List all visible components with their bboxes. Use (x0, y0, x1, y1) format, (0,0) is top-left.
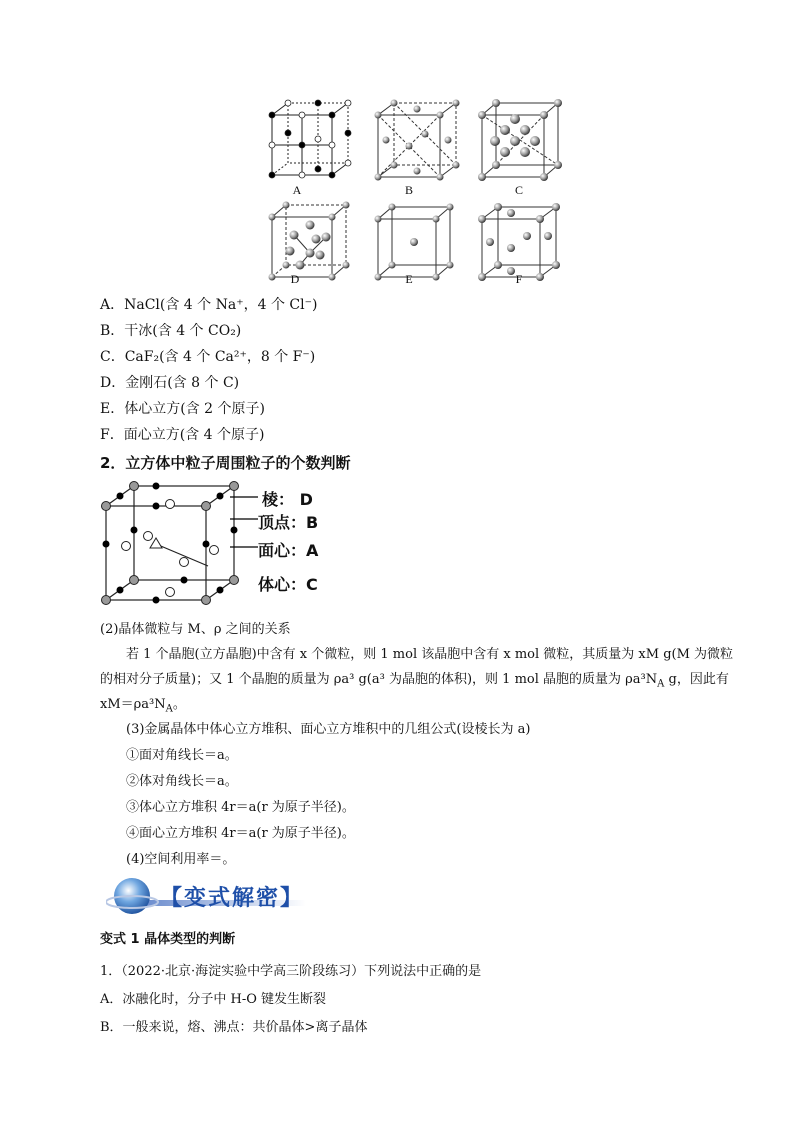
fcc-atoms (478, 203, 560, 281)
figure-label-a: A (292, 183, 302, 197)
para-2-line-1: 若 1 个晶胞(立方晶胞)中含有 x 个微粒，则 1 mol 该晶胞中含有 x mol 微粒，其质量为 xM g(M 为微粒 (126, 647, 734, 662)
figure-dry-ice (378, 103, 456, 177)
bcc-atoms (375, 204, 454, 281)
cube-pointer-lines (230, 485, 260, 585)
formula-4: ④面心立方堆积 4r＝a(r 为原子半径)。 (126, 826, 355, 841)
para-4: (4)空间利用率＝。 (126, 852, 236, 867)
para-2-line-3 (100, 695, 186, 720)
figure-label-b: B (404, 183, 413, 197)
formula-xm: xM＝ρa³N (100, 697, 166, 712)
cube-label-edge: 棱： D (262, 490, 313, 509)
para-2-line-2 (100, 670, 729, 695)
option-f: F．面心立方(含 4 个原子) (100, 427, 265, 443)
option-b: B．干冰(含 4 个 CO₂) (100, 323, 242, 339)
formula-end: 。 (172, 697, 186, 712)
formula-1: ①面对角线长＝a。 (126, 748, 238, 763)
formula-3: ③体心立方堆积 4r＝a(r 为原子半径)。 (126, 800, 355, 815)
banner-title: 【变式解密】 (160, 886, 305, 911)
para-2-title: (2)晶体微粒与 M、ρ 之间的关系 (100, 622, 291, 637)
question-1-option-b: B．一般来说，熔、沸点：共价晶体>离子晶体 (100, 1020, 368, 1035)
nacl-ions (269, 100, 351, 178)
cube-label-vertex: 顶点：B (258, 513, 319, 532)
option-e: E．体心立方(含 2 个原子) (100, 401, 265, 417)
para-2-line-2-text: 的相对分子质量)；又 1 个晶胞的质量为 ρa³ g(a³ 为晶胞的体积)，则 1 mol 晶胞的质量为 ρa³N (100, 672, 658, 687)
option-a: A．NaCl(含 4 个 Na⁺，4 个 Cl⁻) (100, 297, 318, 313)
question-1-option-a: A．冰融化时，分子中 H-O 键发生断裂 (100, 992, 327, 1007)
diamond-atoms (269, 202, 350, 281)
para-2-line-2-tail: g，因此有 (664, 672, 729, 687)
figure-label-d: D (290, 272, 300, 286)
option-d: D．金刚石(含 8 个 C) (100, 375, 240, 391)
figure-label-f: F (515, 272, 523, 286)
figure-label-e: E (405, 272, 413, 286)
na-subscript-2: A (165, 703, 173, 715)
cube-label-face: 面心：A (258, 541, 319, 560)
cube-label-body: 体心：C (258, 575, 318, 594)
figure-nacl (272, 103, 348, 175)
option-c: C．CaF₂(含 4 个 Ca²⁺，8 个 F⁻) (100, 349, 316, 365)
formula-2: ②体对角线长＝a。 (126, 774, 238, 789)
figure-label-c: C (514, 183, 523, 197)
na-subscript: A (657, 678, 665, 690)
section-2-title: 2．立方体中粒子周围粒子的个数判断 (100, 454, 351, 472)
para-3-title: (3)金属晶体中体心立方堆积、面心立方堆积中的几组公式(设棱长为 a) (126, 722, 531, 737)
variant-title: 变式 1 晶体类型的判断 (100, 932, 236, 947)
question-1: 1．（2022·北京·海淀实验中学高三阶段练习）下列说法中正确的是 (100, 964, 482, 979)
